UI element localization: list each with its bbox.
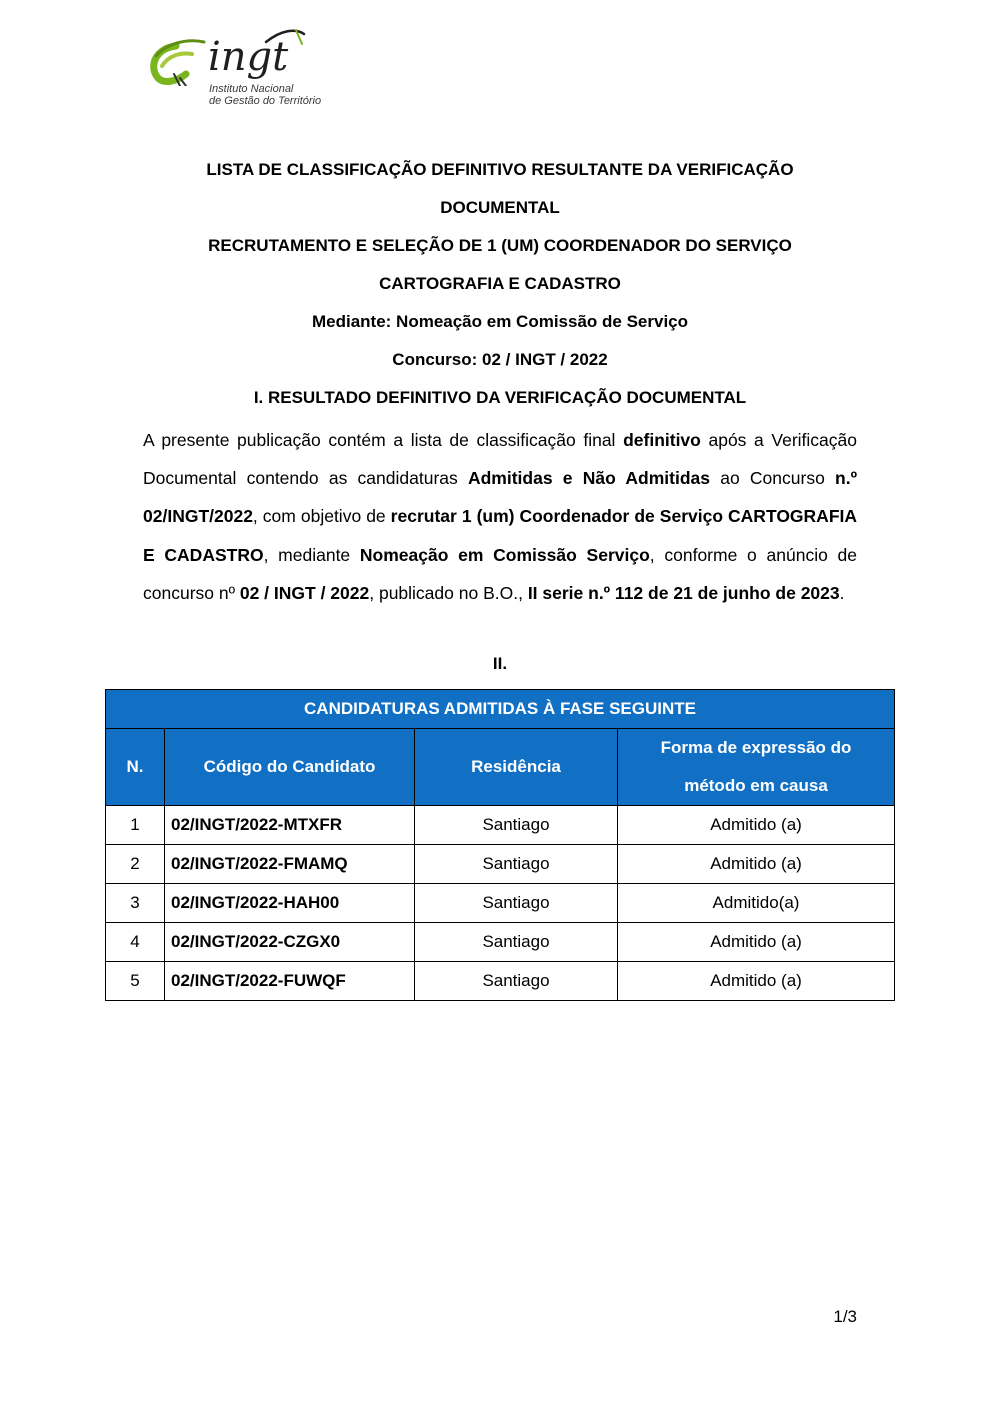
- logo-wordmark: ingt: [208, 34, 289, 80]
- cell-code: 02/INGT/2022-FUWQF: [165, 962, 415, 1001]
- paragraph-text: após a Verificação Documental contendo as candidaturas: [143, 430, 857, 489]
- mediante-line: Mediante: Nomeação em Comissão de Serviço: [311, 312, 689, 331]
- column-header-residence: Residência: [415, 729, 618, 806]
- cell-residence: Santiago: [415, 845, 618, 884]
- title-line-1: LISTA DE CLASSIFICAÇÃO DEFINITIVO RESULTANTE DA VERIFICAÇÃO: [206, 160, 794, 179]
- recruitment-line-1: RECRUTAMENTO E SELEÇÃO DE 1 (UM) COORDENADOR DO SERVIÇO: [208, 236, 792, 255]
- cell-residence: Santiago: [415, 806, 618, 845]
- cell-status: Admitido (a): [618, 845, 895, 884]
- page-number: 1/3: [833, 1307, 857, 1326]
- cell-status: Admitido (a): [618, 962, 895, 1001]
- paragraph-bold: recrutar 1 (um) Coordenador de Serviço CARTOGRAFIA E CADASTRO: [143, 506, 858, 565]
- cell-code: 02/INGT/2022-HAH00: [165, 884, 415, 923]
- intro-paragraph: [143, 421, 857, 612]
- paragraph-bold: Nomeação em Comissão Serviço: [359, 544, 650, 565]
- cell-number: 5: [106, 962, 165, 1001]
- paragraph-bold: 02 / INGT / 2022: [239, 582, 370, 603]
- cell-number: 2: [106, 845, 165, 884]
- paragraph-text: A presente publicação contém a lista de classificação final: [143, 430, 624, 450]
- cell-residence: Santiago: [415, 884, 618, 923]
- paragraph-text: , mediante: [263, 544, 360, 565]
- table-row: [106, 884, 895, 923]
- paragraph-bold: II serie n.º 112 de 21 de junho de 2023: [527, 582, 840, 603]
- cell-number: 1: [106, 806, 165, 845]
- admitted-candidates-table: [105, 689, 895, 1001]
- logo-text-line1: Instituto Nacional: [209, 83, 294, 95]
- cell-code: 02/INGT/2022-FMAMQ: [165, 845, 415, 884]
- paragraph-text: , publicado no B.O.,: [369, 582, 528, 603]
- table-row: [106, 845, 895, 884]
- table-row: [106, 923, 895, 962]
- cell-code: 02/INGT/2022-MTXFR: [165, 806, 415, 845]
- column-header-number: N.: [106, 729, 165, 806]
- paragraph-text: , conforme o anúncio de concurso nº: [143, 544, 858, 603]
- cell-residence: Santiago: [415, 962, 618, 1001]
- cell-status: Admitido(a): [618, 884, 895, 923]
- cell-status: Admitido (a): [618, 806, 895, 845]
- paragraph-text: , com objetivo de: [252, 506, 391, 527]
- table-row: [106, 806, 895, 845]
- title-line-2: DOCUMENTAL: [440, 198, 560, 217]
- concurso-line: Concurso: 02 / INGT / 2022: [392, 350, 608, 369]
- ingt-logo-mark: [146, 26, 356, 86]
- logo-text-line2: de Gestão do Território: [209, 95, 322, 107]
- paragraph-text: .: [839, 582, 845, 603]
- paragraph-bold: definitivo: [623, 430, 701, 450]
- cell-residence: Santiago: [415, 923, 618, 962]
- table-title: CANDIDATURAS ADMITIDAS À FASE SEGUINTE: [106, 690, 895, 729]
- paragraph-bold: Admitidas e Não Admitidas: [467, 468, 710, 489]
- table-row: [106, 962, 895, 1001]
- column-header-method: Forma de expressão do método em causa: [618, 729, 895, 806]
- cell-number: 3: [106, 884, 165, 923]
- cell-code: 02/INGT/2022-CZGX0: [165, 923, 415, 962]
- ingt-logo: [146, 26, 356, 116]
- paragraph-text: ao Concurso: [710, 468, 836, 489]
- cell-status: Admitido (a): [618, 923, 895, 962]
- paragraph-bold: n.º 02/INGT/2022: [143, 468, 857, 527]
- recruitment-line-2: CARTOGRAFIA E CADASTRO: [379, 274, 621, 293]
- column-header-code: Código do Candidato: [165, 729, 415, 806]
- section-1-heading: I. RESULTADO DEFINITIVO DA VERIFICAÇÃO DOCUMENTAL: [253, 388, 747, 407]
- section-2-heading: II.: [492, 654, 508, 673]
- cell-number: 4: [106, 923, 165, 962]
